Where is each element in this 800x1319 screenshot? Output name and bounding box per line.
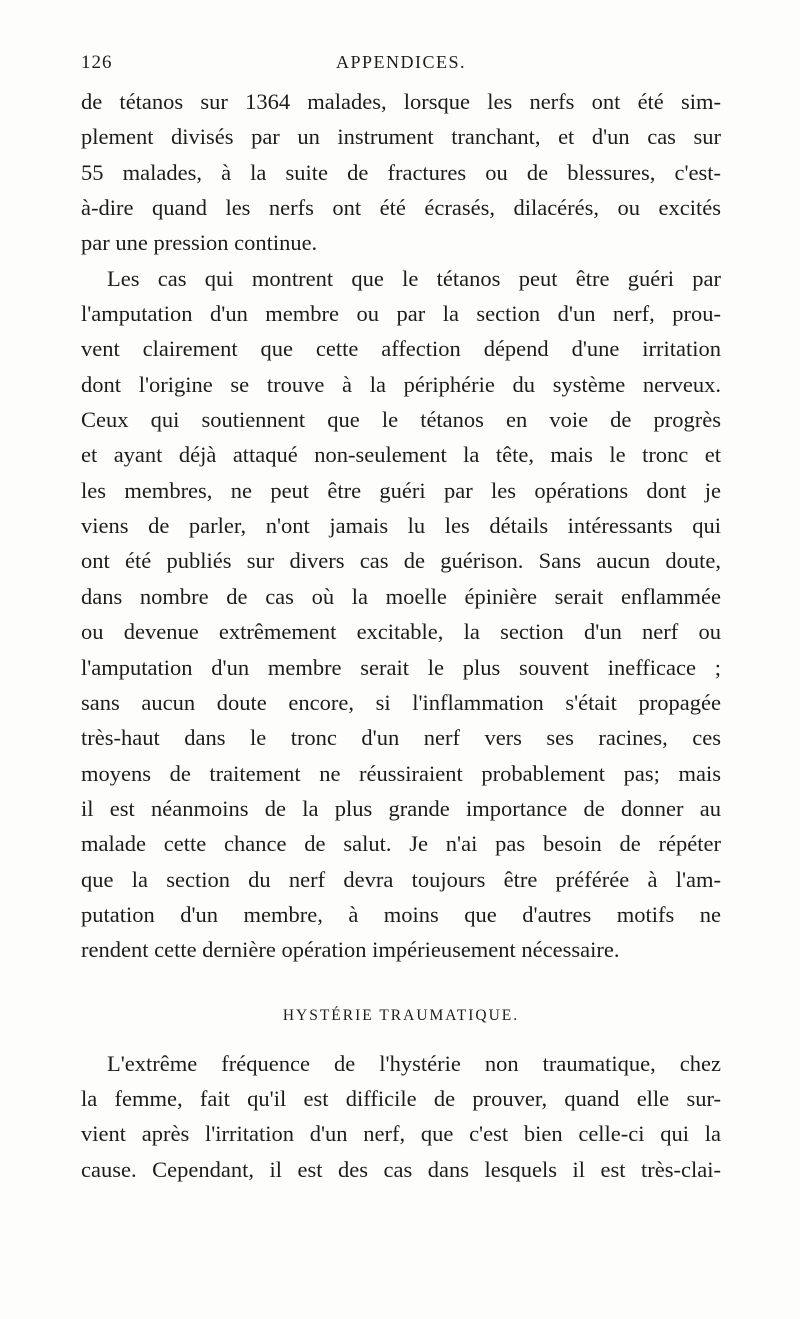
paragraph-2 [81,261,721,968]
body-text [81,84,721,1187]
text-line: très-haut dans le tronc d'un nerf vers ses racines, ces [81,725,721,751]
text-line: dont l'origine se trouve à la périphérie du système nerveux. [81,371,721,397]
text-line: Les cas qui montrent que le tétanos peut être guéri par [107,265,721,291]
text-line: à-dire quand les nerfs ont été écrasés, dilacérés, ou excités [81,195,721,221]
text-line: L'extrême fréquence de l'hystérie non traumatique, chez [107,1050,721,1076]
text-line: de tétanos sur 1364 malades, lorsque les nerfs ont été sim- [81,89,721,114]
page-number: 126 [81,52,113,73]
text-line: par une pression continue. [81,230,318,256]
section-heading: HYSTÉRIE TRAUMATIQUE. [282,1006,520,1024]
text-line: la femme, fait qu'il est difficile de prouver, quand elle sur- [81,1085,721,1111]
text-line: Ceux qui soutiennent que le tétanos en voie de progrès [81,407,721,433]
text-line: dans nombre de cas où la moelle épinière serait enflammée [81,583,721,609]
text-line: plement divisés par un instrument tranchant, et d'un cas sur [81,124,721,150]
text-line: vent clairement que cette affection dépend d'une irritation [81,336,721,362]
text-line: et ayant déjà attaqué non-seulement la tête, mais le tronc et [81,442,721,468]
text-line: cause. Cependant, il est des cas dans lesquels il est très-clai- [81,1156,721,1182]
running-title: APPENDICES. [335,52,467,72]
text-line: l'amputation d'un membre serait le plus souvent inefficace ; [81,654,721,680]
text-line: vient après l'irritation d'un nerf, que c'est bien celle-ci qui la [81,1121,721,1147]
text-line: il est néanmoins de la plus grande importance de donner au [81,795,721,821]
text-line: l'amputation d'un membre ou par la section d'un nerf, prou- [81,301,721,327]
text-line: viens de parler, n'ont jamais lu les détails intéressants qui [81,513,721,539]
text-line: moyens de traitement ne réussiraient probablement pas; mais [81,760,721,786]
text-line: que la section du nerf devra toujours être préférée à l'am- [81,866,721,892]
text-line: sans aucun doute encore, si l'inflammation s'était propagée [81,689,721,715]
text-line: putation d'un membre, à moins que d'autres motifs ne [81,901,721,927]
text-line: 55 malades, à la suite de fractures ou de blessures, c'est- [81,159,721,185]
paragraph-3 [81,1046,721,1187]
running-head [81,52,721,82]
text-line: rendent cette dernière opération impérieusement nécessaire. [81,937,620,963]
text-line: ou devenue extrêmement excitable, la section d'un nerf ou [81,619,721,645]
paragraph-1 [81,84,721,261]
text-line: malade cette chance de salut. Je n'ai pas besoin de répéter [81,831,721,857]
text-line: ont été publiés sur divers cas de guérison. Sans aucun doute, [81,548,721,574]
text-line: les membres, ne peut être guéri par les opérations dont je [81,477,721,503]
